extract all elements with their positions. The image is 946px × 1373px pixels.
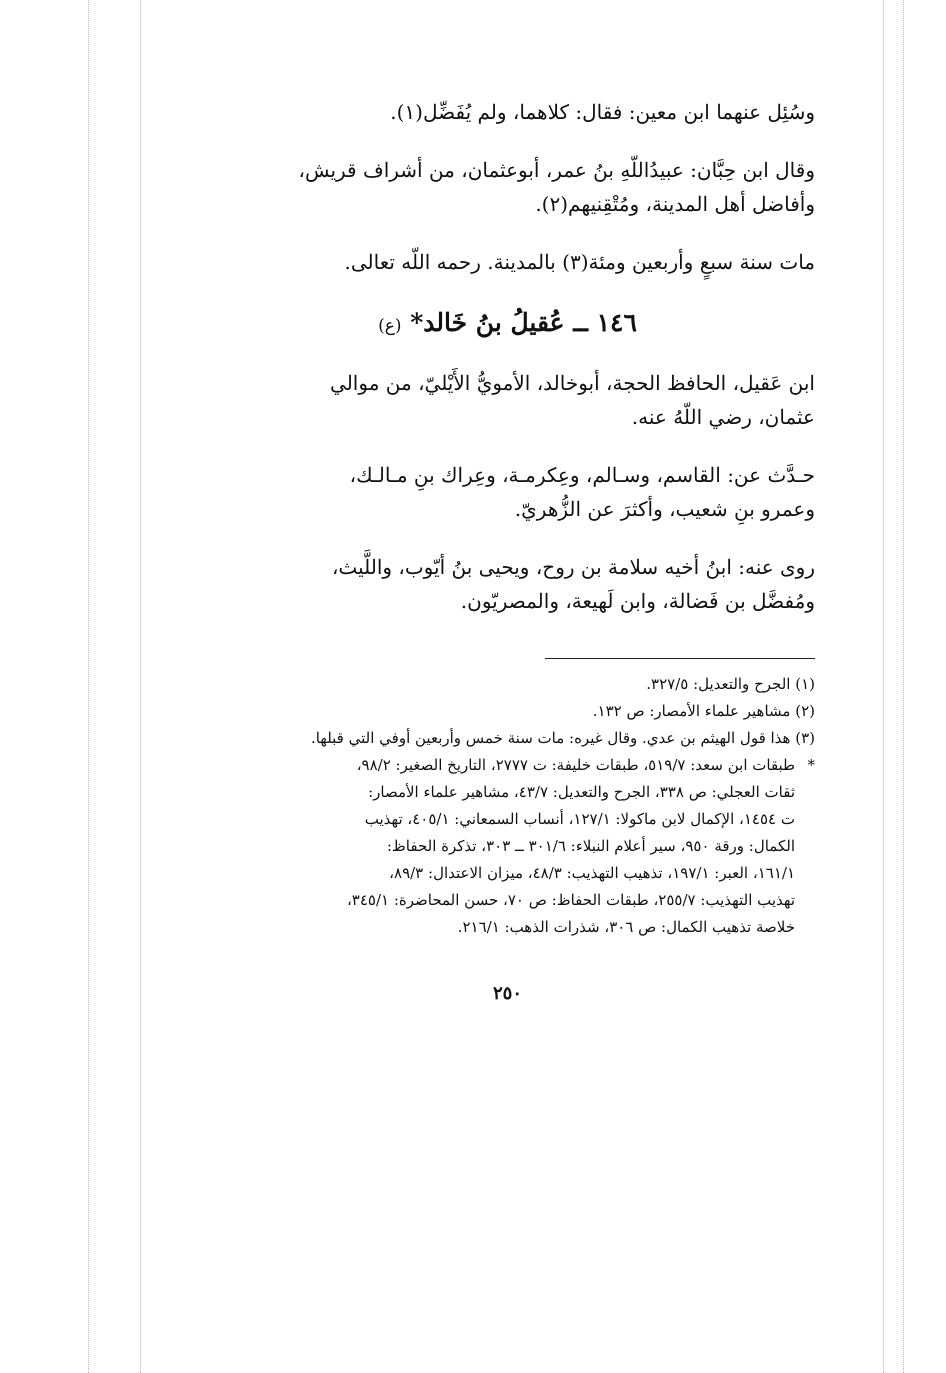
text-line: وأفاضل أهل المدينة، ومُتْقِنيهم(٢).	[535, 192, 815, 216]
paragraph	[200, 366, 815, 434]
text-line: عثمان، رضي اللّهُ عنه.	[631, 405, 815, 429]
source-line: ١٦١/١، العبر: ١٩٧/١، تذهيب التهذيب: ٤٨/٣، ميزان الاعتدال: ٨٩/٣،	[389, 864, 795, 882]
scan-guide-line	[140, 0, 141, 1373]
scan-guide-line	[903, 0, 904, 1373]
entry-heading	[200, 303, 815, 346]
source-line: خلاصة تذهيب الكمال: ص ٣٠٦، شذرات الذهب: ٢١٦/١.	[457, 918, 795, 936]
footnote: (٣) هذا قول الهيثم بن عدي. وقال غيره: مات سنة خمس وأربعين أوفي التي قبلها.	[310, 729, 815, 747]
scan-guide-line	[883, 0, 884, 1373]
paragraph	[200, 153, 815, 221]
text-line: وعمرو بنِ شعيب، وأكثرَ عن الزُّهريّ.	[514, 497, 815, 521]
footnote: (١) الجرح والتعديل: ٣٢٧/٥.	[646, 675, 815, 693]
sources-note	[200, 752, 815, 941]
paragraph	[200, 245, 815, 279]
paragraph	[200, 95, 815, 129]
footnote-divider	[545, 658, 815, 659]
source-line: ثقات العجلي: ص ٣٣٨، الجرح والتعديل: ٤٣/٧، مشاهير علماء الأمصار:	[368, 783, 795, 801]
text-line: ابن عَقيل، الحافظ الحجة، أبوخالد، الأمويُّ الأَيْليّ، من موالي	[330, 371, 815, 395]
source-line: طبقات ابن سعد: ٥١٩/٧، طبقات خليفة: ت ٢٧٧٧، التاريخ الصغير: ٩٨/٢،	[356, 756, 795, 774]
text-line: وقال ابن حِبَّان: عبيدُاللّهِ بنُ عمر، أبوعثمان، من أشراف قريش،	[298, 158, 815, 182]
text-line: وسُئِل عنهما ابن معين: فقال: كلاهما، ولم يُفَضِّل(١).	[390, 100, 815, 124]
text-line: ومُفضَّل بن فَضالة، وابن لَهيعة، والمصريّون.	[460, 589, 815, 613]
paragraph	[200, 550, 815, 618]
scan-guide-line	[88, 0, 89, 1373]
book-page	[200, 95, 815, 1004]
source-line: الكمال: ورقة ٩٥٠، سير أعلام النبلاء: ٣٠١/٦ ــ ٣٠٣، تذكرة الحفاظ:	[386, 837, 795, 855]
paragraph	[200, 458, 815, 526]
entry-title: ١٤٦ ــ عُقيلُ بنُ خَالد*	[410, 308, 637, 337]
text-line: حـدَّث عن: القاسم، وسـالم، وعِكرمـة، وعِراك بنِ مـالـك،	[349, 463, 815, 487]
entry-code: (ع)	[378, 316, 402, 336]
text-line: روى عنه: ابنُ أخيه سلامة بن روح، ويحيى بنُ أيّوب، واللَّيث،	[331, 555, 815, 579]
text-line: مات سنة سبعٍ وأربعين ومئة(٣) بالمدينة. رحمه اللّه تعالى.	[344, 250, 815, 274]
page-number: ٢٥٠	[492, 983, 522, 1004]
source-line: ت ١٤٥٤، الإكمال لابن ماكولا: ١٢٧/١، أنساب السمعاني: ٤٠٥/١، تهذيب	[364, 810, 795, 828]
source-line: تهذيب التهذيب: ٢٥٥/٧، طبقات الحفاظ: ص ٧٠، حسن المحاضرة: ٣٤٥/١،	[346, 891, 795, 909]
asterisk-marker: *	[807, 756, 815, 774]
footnote: (٢) مشاهير علماء الأمصار: ص ١٣٢.	[592, 702, 815, 720]
